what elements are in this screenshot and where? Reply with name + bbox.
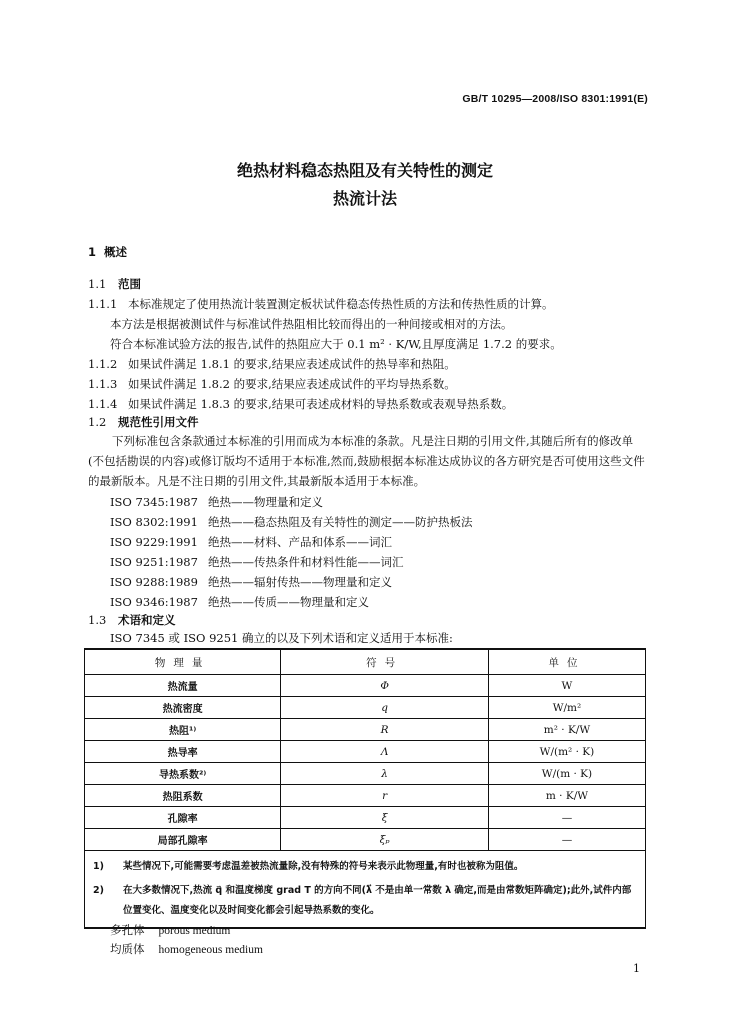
definition-zh: 多孔体 [110, 923, 145, 937]
table-row [85, 741, 646, 763]
clause-text: 本标准规定了使用热流计装置测定板状试件稳态传热性质的方法和传热性质的计算。 [128, 297, 554, 311]
definition-en: homogeneous medium [158, 944, 263, 956]
column-header: 符号 [281, 649, 489, 675]
table-row [85, 829, 646, 851]
clause-number: 1.1.4 [88, 397, 118, 411]
symbol-cell: λ [281, 763, 489, 785]
note-label: 2) [93, 885, 104, 896]
reference-code: ISO 9229:1991 [110, 535, 198, 549]
clause-number: 1.1.3 [88, 377, 118, 391]
unit-cell: m² · K/W [488, 719, 645, 741]
quantity-cell: 热阻系数 [85, 785, 281, 807]
reference-title: 绝热——辐射传热——物理量和定义 [208, 575, 392, 589]
table-note [93, 857, 637, 877]
table-row [85, 763, 646, 785]
table-row [85, 807, 646, 829]
note-text: 某些情况下,可能需要考虑温差被热流量除,没有特殊的符号来表示此物理量,有时也被称为阻值。 [123, 861, 524, 872]
reference-item [110, 574, 392, 590]
unit-cell: — [488, 829, 645, 851]
table-notes [85, 851, 646, 929]
definition-zh: 均质体 [110, 942, 145, 956]
quantities-table [84, 648, 646, 929]
reference-item [110, 594, 369, 610]
reference-title: 绝热——稳态热阻及有关特性的测定——防护热板法 [208, 515, 473, 529]
reference-code: ISO 8302:1991 [110, 515, 198, 529]
clause-1-1-2 [88, 356, 456, 372]
table-row [85, 785, 646, 807]
clause-1-1-1 [88, 296, 554, 312]
unit-cell: m · K/W [488, 785, 645, 807]
document-subtitle: 热流计法 [332, 189, 397, 208]
quantity-cell: 导热系数²⁾ [85, 763, 281, 785]
clause-text: 如果试件满足 1.8.3 的要求,结果可表述成材料的导热系数或表观导热系数。 [128, 397, 514, 411]
symbol-cell: Λ [281, 741, 489, 763]
reference-code: ISO 7345:1987 [110, 495, 198, 509]
quantity-cell: 局部孔隙率 [85, 829, 281, 851]
reference-code: ISO 9346:1987 [110, 595, 198, 609]
definition-item [110, 941, 263, 957]
table-header-row [85, 649, 646, 675]
symbol-cell: r [281, 785, 489, 807]
section-1-3-heading [88, 612, 176, 628]
section-title: 概述 [104, 245, 128, 259]
reference-title: 绝热——传质——物理量和定义 [208, 595, 369, 609]
unit-cell: W [488, 675, 645, 697]
normative-references-paragraph: 下列标准包含条款通过本标准的引用而成为本标准的条款。凡是注日期的引用文件,其随后所有的修改单(不包括勘误的内容)或修订版均不适用于本标准,然而,鼓励根据本标准达成协议的各方研究是否可使用这些文件的最新版本。凡是不注日期的引用文件,其最新版本适用于本标准。 [88, 434, 645, 488]
clause-paragraph: 符合本标准试验方法的报告,试件的热阻应大于 0.1 m² · K/W,且厚度满足 1.7.2 的要求。 [110, 337, 562, 351]
symbol-cell: q [281, 697, 489, 719]
column-header: 物理量 [85, 649, 281, 675]
clause-1-1-4 [88, 396, 513, 412]
section-number: 1.1 [88, 277, 107, 291]
quantity-cell: 孔隙率 [85, 807, 281, 829]
section-1-1-heading [88, 276, 141, 292]
terms-intro: ISO 7345 或 ISO 9251 确立的以及下列术语和定义适用于本标准: [110, 631, 453, 645]
definition-item [110, 922, 230, 938]
reference-code: ISO 9251:1987 [110, 555, 198, 569]
reference-item [110, 554, 404, 570]
reference-title: 绝热——材料、产品和体系——词汇 [208, 535, 392, 549]
symbol-cell: ξₚ [281, 829, 489, 851]
section-number: 1.3 [88, 613, 107, 627]
note-label: 1) [93, 861, 104, 872]
reference-code: ISO 9288:1989 [110, 575, 198, 589]
clause-number: 1.1.1 [88, 297, 118, 311]
symbol-cell: Φ [281, 675, 489, 697]
column-header: 单位 [488, 649, 645, 675]
quantity-cell: 热导率 [85, 741, 281, 763]
quantity-cell: 热流密度 [85, 697, 281, 719]
unit-cell: W/(m² · K) [488, 741, 645, 763]
reference-title: 绝热——物理量和定义 [208, 495, 323, 509]
symbol-cell: R [281, 719, 489, 741]
section-number: 1 [88, 245, 97, 259]
table-note [93, 881, 637, 921]
quantity-cell: 热流量 [85, 675, 281, 697]
section-title: 术语和定义 [118, 613, 176, 627]
clause-1-1-3 [88, 376, 456, 392]
table-row [85, 675, 646, 697]
note-text: 在大多数情况下,热流 q⃗ 和温度梯度 grad T 的方向不同(λ⃗ 不是由单一常数 λ 确定,而是由常数矩阵确定);此外,试件内部位置变化、温度变化以及时间变化都会引起导热系数的变化。 [123, 885, 632, 916]
table-row [85, 697, 646, 719]
unit-cell: W/m² [488, 697, 645, 719]
section-title: 范围 [118, 277, 141, 291]
quantity-cell: 热阻¹⁾ [85, 719, 281, 741]
document-title: 绝热材料稳态热阻及有关特性的测定 [236, 161, 493, 180]
symbol-cell: ξ [281, 807, 489, 829]
table-row [85, 719, 646, 741]
section-1-heading [88, 244, 127, 260]
reference-item [110, 534, 392, 550]
clause-paragraph: 本方法是根据被测试件与标准试件热阻相比较而得出的一种间接或相对的方法。 [110, 317, 513, 331]
clause-text: 如果试件满足 1.8.2 的要求,结果应表述成试件的平均导热系数。 [128, 377, 456, 391]
reference-item [110, 514, 473, 530]
definition-en: porous medium [158, 925, 231, 937]
unit-cell: — [488, 807, 645, 829]
clause-number: 1.1.2 [88, 357, 118, 371]
page-number: 1 [633, 962, 640, 975]
standard-code-header: GB/T 10295—2008/ISO 8301:1991(E) [462, 93, 648, 105]
reference-item [110, 494, 323, 510]
section-1-2-heading [88, 414, 199, 430]
unit-cell: W/(m · K) [488, 763, 645, 785]
section-title: 规范性引用文件 [118, 415, 199, 429]
clause-text: 如果试件满足 1.8.1 的要求,结果应表述成试件的热导率和热阻。 [128, 357, 456, 371]
table-notes-row [85, 851, 646, 929]
section-number: 1.2 [88, 415, 107, 429]
reference-title: 绝热——传热条件和材料性能——词汇 [208, 555, 404, 569]
